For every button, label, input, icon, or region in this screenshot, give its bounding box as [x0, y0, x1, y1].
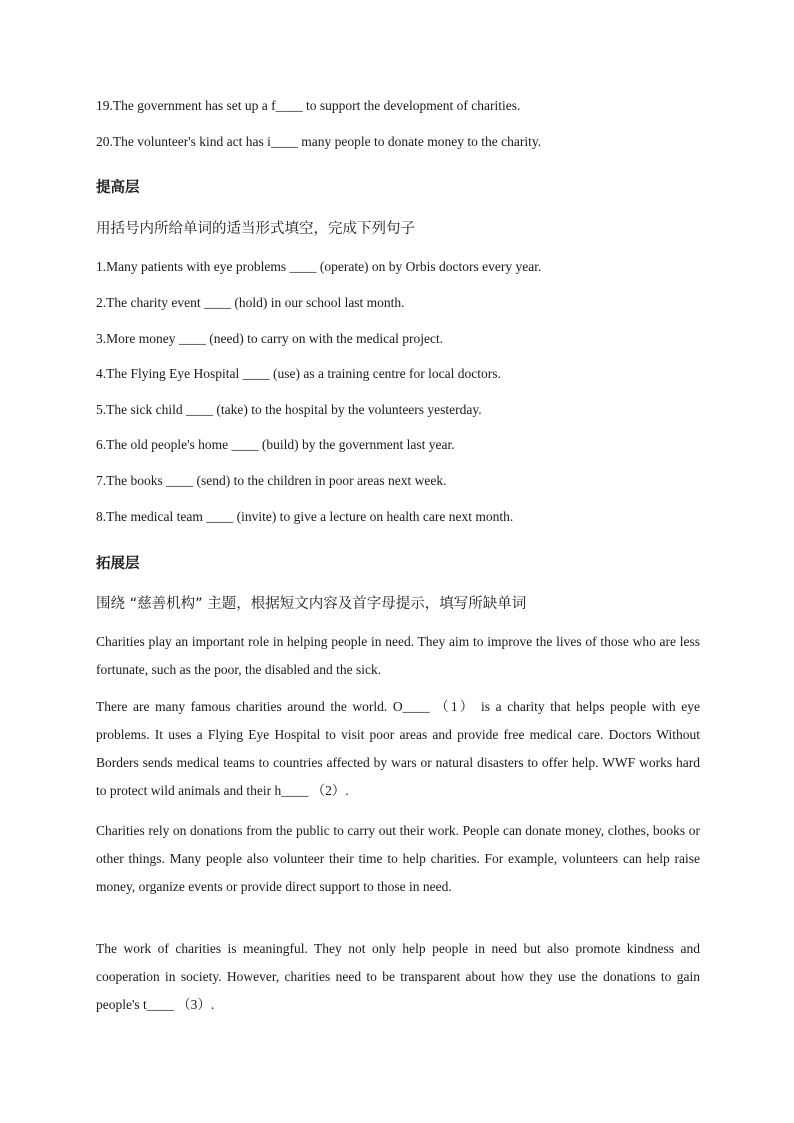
exercise-item-19: 19.The government has set up a f____ to support the development of charities.	[96, 98, 521, 113]
passage-paragraph-1: Charities play an important role in helping people in need. They aim to improve the lives of those who are less fortunate, such as the poor, the disabled and the sick.	[96, 634, 700, 677]
exercise-item-2: 2.The charity event ____ (hold) in our school last month.	[96, 295, 405, 310]
section-instruction-improve: 用括号内所给单词的适当形式填空，完成下列句子	[96, 221, 415, 237]
exercise-item-7: 7.The books ____ (send) to the children in poor areas next week.	[96, 473, 447, 488]
exercise-item-1: 1.Many patients with eye problems ____ (operate) on by Orbis doctors every year.	[96, 259, 542, 274]
exercise-item-5: 5.The sick child ____ (take) to the hospital by the volunteers yesterday.	[96, 402, 482, 417]
exercise-item-8: 8.The medical team ____ (invite) to give a lecture on health care next month.	[96, 509, 514, 524]
passage-paragraph-2: There are many famous charities around the world. O____ （1） is a charity that helps people with eye problems. It uses a Flying Eye Hospital to visit poor areas and provide free medical care. Doctors Without Borders sends medical teams to countries affected by wars or natural disasters to offer help. WWF works hard to protect wild animals and their h____ （2）.	[96, 699, 700, 798]
exercise-item-4: 4.The Flying Eye Hospital ____ (use) as a training centre for local doctors.	[96, 366, 501, 381]
section-heading-extend: 拓展层	[96, 556, 140, 572]
exercise-item-3: 3.More money ____ (need) to carry on with the medical project.	[96, 331, 444, 346]
passage-paragraph-3: Charities rely on donations from the public to carry out their work. People can donate money, clothes, books or other things. Many people also volunteer their time to help charities. For example, volunteers can help raise money, organize events or provide direct support to those in need.	[96, 823, 700, 894]
section-instruction-extend: 围绕 “慈善机构” 主题，根据短文内容及首字母提示，填写所缺单词	[96, 596, 527, 612]
exercise-item-20: 20.The volunteer's kind act has i____ many people to donate money to the charity.	[96, 134, 542, 149]
section-heading-improve: 提高层	[96, 180, 140, 196]
exercise-item-6: 6.The old people's home ____ (build) by the government last year.	[96, 437, 455, 452]
passage-paragraph-4: The work of charities is meaningful. They not only help people in need but also promote kindness and cooperation in society. However, charities need to be transparent about how they use the donations to gain people's t____ （3）.	[96, 941, 700, 1012]
